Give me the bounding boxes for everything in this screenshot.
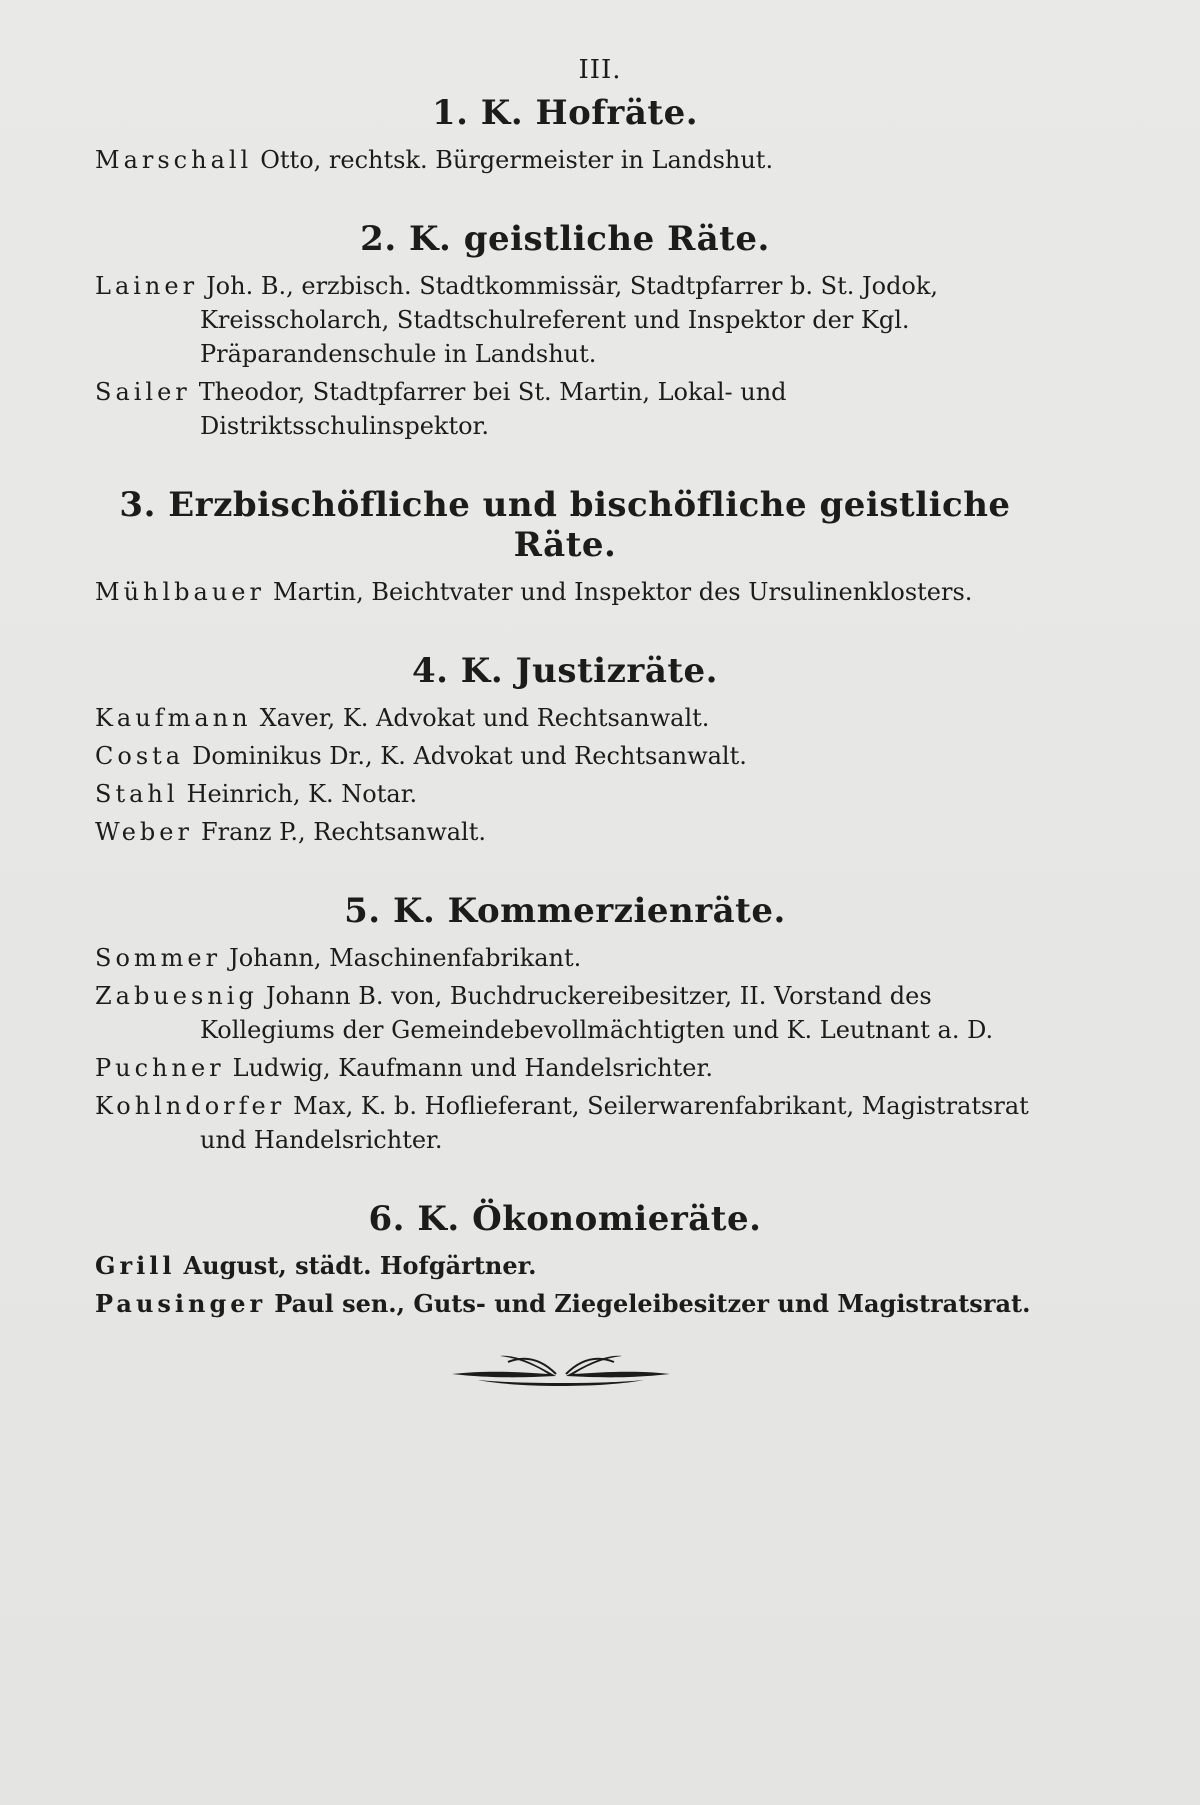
entry-surname: Grill — [95, 1251, 176, 1280]
entry-surname: Marschall — [95, 146, 253, 174]
entry-text: Johann B. von, Buchdruckereibesitzer, II. Vorstand des Kollegiums der Gemeindebevollmächtigten und K. Leutnant a. D. — [200, 982, 994, 1044]
entry-text: August, städt. Hofgärtner. — [183, 1251, 537, 1280]
entry-surname: Sailer — [95, 378, 191, 406]
entry-surname: Zabuesnig — [95, 982, 258, 1010]
entry-surname: Kaufmann — [95, 704, 252, 732]
entry-surname: Sommer — [95, 944, 222, 972]
list-item — [95, 777, 1035, 811]
entry-surname: Puchner — [95, 1054, 225, 1082]
entry-text: Joh. B., erzbisch. Stadtkommissär, Stadtpfarrer b. St. Jodok, Kreisscholarch, Stadtschulreferent und Inspektor der Kgl. Präparandenschule in Landshut. — [200, 272, 939, 368]
list-item — [95, 941, 1035, 975]
entry-surname: Weber — [95, 818, 193, 846]
entry-surname: Mühlbauer — [95, 578, 265, 606]
list-item — [95, 739, 1035, 773]
list-item — [95, 979, 1035, 1047]
flourish-ornament-icon — [448, 1348, 674, 1398]
entry-text: Heinrich, K. Notar. — [186, 780, 418, 808]
section-hofraete — [95, 93, 1035, 177]
entry-text: Max, K. b. Hoflieferant, Seilerwarenfabrikant, Magistratsrat und Handelsrichter. — [200, 1092, 1029, 1154]
entry-text: Otto, rechtsk. Bürgermeister in Landshut. — [260, 146, 774, 174]
entry-text: Paul sen., Guts- und Ziegeleibesitzer und Magistratsrat. — [274, 1289, 1031, 1318]
section-bischoefliche-raete — [95, 485, 1035, 609]
list-item — [95, 701, 1035, 735]
entry-text: Franz P., Rechtsanwalt. — [200, 818, 486, 846]
list-item — [95, 143, 1035, 177]
entry-text: Theodor, Stadtpfarrer bei St. Martin, Lokal- und Distriktsschulinspektor. — [198, 378, 787, 440]
entry-surname: Stahl — [95, 780, 179, 808]
entry-surname: Costa — [95, 742, 185, 770]
document-body — [95, 55, 1035, 1325]
list-item — [95, 815, 1035, 849]
section-title: 1. K. Hofräte. — [431, 93, 699, 133]
list-item — [95, 1287, 1035, 1321]
entry-surname: Lainer — [95, 272, 199, 300]
section-oekonomieraete — [95, 1199, 1035, 1321]
list-item — [95, 1089, 1035, 1157]
section-title: 6. K. Ökonomieräte. — [368, 1199, 762, 1239]
section-kommerzienraete — [95, 891, 1035, 1157]
entry-text: Dominikus Dr., K. Advokat und Rechtsanwalt. — [192, 742, 747, 770]
section-title: 2. K. geistliche Räte. — [360, 219, 770, 259]
section-title: 4. K. Justizräte. — [411, 651, 719, 691]
list-item — [95, 575, 1035, 609]
entry-text: Martin, Beichtvater und Inspektor des Ursulinenklosters. — [272, 578, 973, 606]
entry-surname: Pausinger — [95, 1289, 267, 1318]
section-title: 3. Erzbischöfliche und bischöfliche geistliche Räte. — [119, 485, 1011, 565]
entry-surname: Kohlndorfer — [95, 1092, 286, 1120]
section-geistliche-raete — [95, 219, 1035, 443]
list-item — [95, 1051, 1035, 1085]
list-item — [95, 269, 1035, 371]
entry-text: Ludwig, Kaufmann und Handelsrichter. — [232, 1054, 713, 1082]
section-title: 5. K. Kommerzienräte. — [344, 891, 786, 931]
section-justizraete — [95, 651, 1035, 849]
entry-text: Xaver, K. Advokat und Rechtsanwalt. — [259, 704, 710, 732]
page-number: III. — [578, 55, 622, 85]
list-item — [95, 375, 1035, 443]
entry-text: Johann, Maschinenfabrikant. — [229, 944, 582, 972]
list-item — [95, 1249, 1035, 1283]
